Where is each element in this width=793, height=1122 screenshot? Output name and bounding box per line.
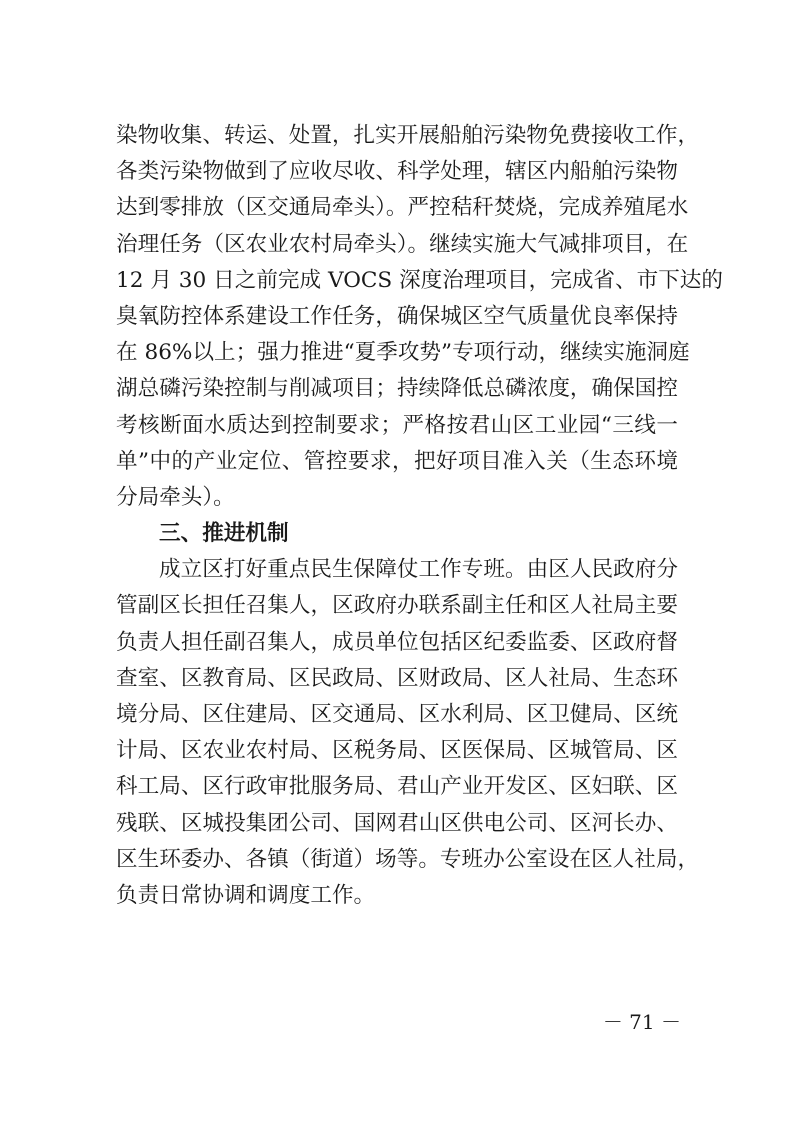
paragraph-line: 臭氧防控体系建设工作任务，确保城区空气质量优良率保持	[116, 303, 678, 329]
paragraph-line: 12 月 30 日之前完成 VOCS 深度治理项目，完成省、市下达的	[116, 267, 723, 293]
paragraph-line: 残联、区城投集团公司、国网君山区供电公司、区河长办、	[116, 810, 678, 836]
paragraph-line: 分局牵头）。	[116, 484, 235, 510]
paragraph-line: 查室、区教育局、区民政局、区财政局、区人社局、生态环	[116, 665, 678, 691]
paragraph-line: 负责人担任副召集人，成员单位包括区纪委监委、区政府督	[116, 629, 678, 655]
paragraph-line: 在 86%以上；强力推进“夏季攻势”专项行动，继续实施洞庭	[116, 340, 690, 366]
paragraph-line: 负责日常协调和调度工作。	[116, 882, 376, 908]
paragraph-line: 单”中的产业定位、管控要求，把好项目准入关（生态环境	[116, 448, 678, 474]
page-number: － 71 －	[602, 1010, 681, 1034]
paragraph-line: 计局、区农业农村局、区税务局、区医保局、区城管局、区	[116, 738, 678, 764]
paragraph-line: 考核断面水质达到控制要求；严格按君山区工业园“三线一	[116, 412, 678, 438]
paragraph-line: 管副区长担任召集人，区政府办联系副主任和区人社局主要	[116, 593, 678, 619]
section-heading: 三、推进机制	[159, 521, 289, 547]
paragraph-line: 科工局、区行政审批服务局、君山产业开发区、区妇联、区	[116, 774, 678, 800]
paragraph-line: 境分局、区住建局、区交通局、区水利局、区卫健局、区统	[116, 702, 678, 727]
paragraph-line: 成立区打好重点民生保障仗工作专班。由区人民政府分	[159, 557, 678, 583]
paragraph-line: 染物收集、转运、处置，扎实开展船舶污染物免费接收工作，	[116, 123, 700, 148]
body-text	[116, 118, 723, 914]
paragraph-line: 达到零排放（区交通局牵头）。严控秸秆焚烧，完成养殖尾水	[116, 195, 689, 221]
paragraph-line: 湖总磷污染控制与削减项目；持续降低总磷浓度，确保国控	[116, 376, 678, 402]
paragraph-line: 区生环委办、各镇（街道）场等。专班办公室设在区人社局，	[116, 846, 700, 872]
paragraph-line: 治理任务（区农业农村局牵头）。继续实施大气减排项目，在	[116, 231, 689, 257]
paragraph-line: 各类污染物做到了应收尽收、科学处理，辖区内船舶污染物	[116, 159, 678, 185]
